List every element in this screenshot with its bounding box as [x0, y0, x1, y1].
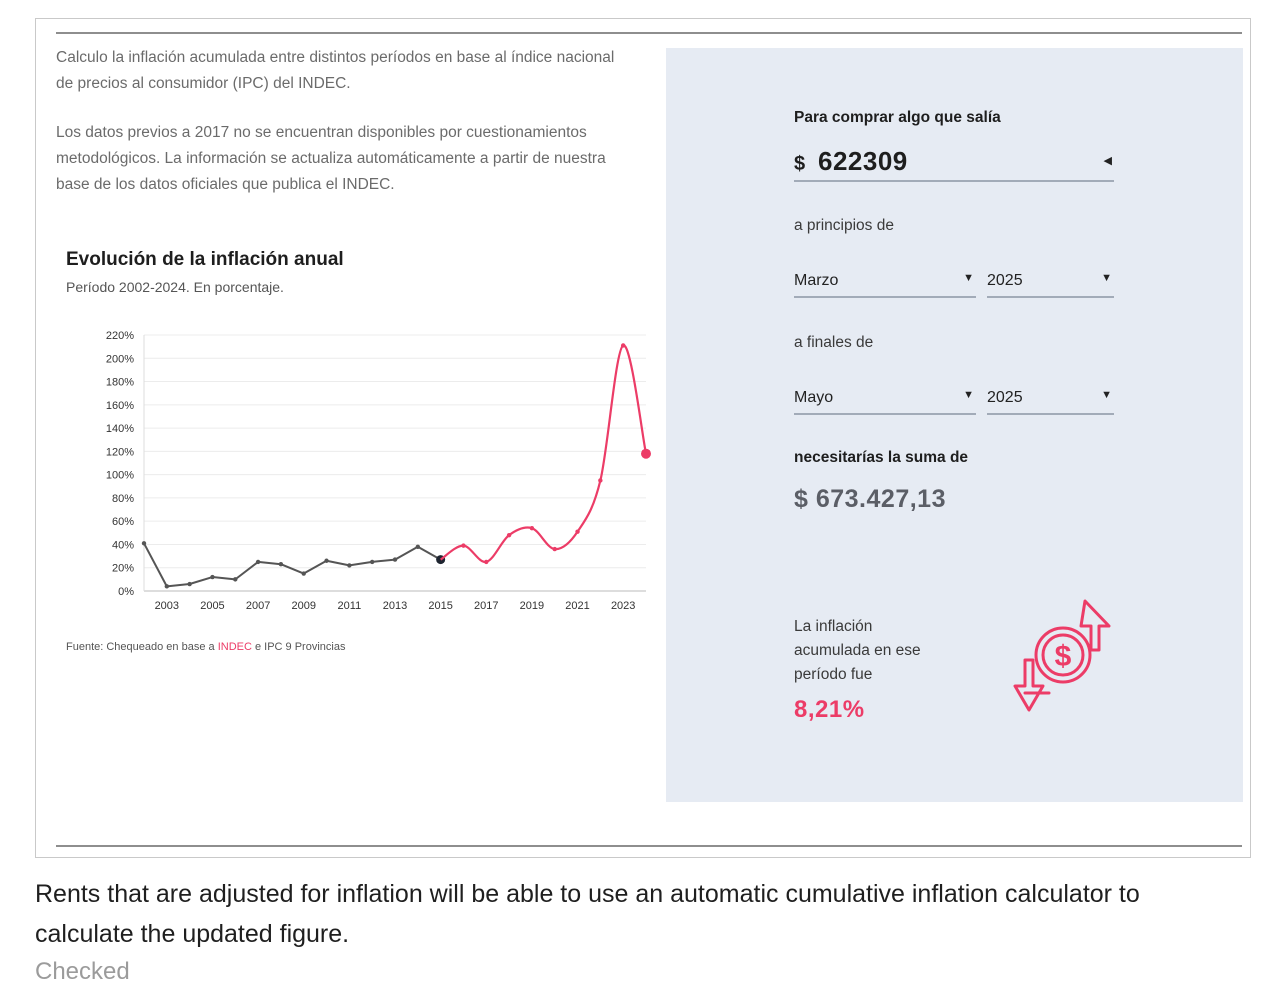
- y-tick-label: 160%: [105, 399, 134, 412]
- label-end: a finales de: [794, 334, 874, 351]
- source-suffix: e IPC 9 Provincias: [251, 641, 346, 653]
- data-point: [165, 584, 169, 588]
- x-tick-label: 2017: [474, 600, 499, 612]
- data-point: [302, 571, 306, 575]
- x-tick-label: 2011: [337, 600, 362, 612]
- data-point: [461, 543, 465, 547]
- chevron-down-icon: ▼: [963, 389, 974, 401]
- y-tick-label: 100%: [105, 469, 134, 482]
- data-point: [553, 547, 557, 551]
- start-month-select[interactable]: [794, 266, 976, 298]
- x-tick-label: 2015: [428, 600, 453, 612]
- y-tick-label: 120%: [105, 446, 134, 459]
- data-point: [210, 575, 214, 579]
- label-need: necesitarías la suma de: [794, 449, 969, 466]
- svg-text:$: $: [1054, 640, 1072, 673]
- source-link-indec[interactable]: INDEC: [217, 641, 252, 653]
- y-tick-label: 40%: [111, 539, 134, 552]
- inflation-label: La inflación acumulada en ese período fue: [794, 618, 921, 683]
- label-buy: Para comprar algo que salía: [794, 109, 1001, 126]
- chart-title: Evolución de la inflación anual: [66, 249, 344, 270]
- top-divider: [56, 32, 1242, 34]
- embed-frame: [35, 18, 1251, 858]
- series-line: [144, 543, 441, 586]
- y-tick-label: 220%: [105, 330, 134, 342]
- x-tick-label: 2005: [200, 600, 225, 612]
- x-tick-label: 2009: [291, 600, 316, 612]
- stepper-arrow-icon[interactable]: ◀: [1103, 155, 1112, 167]
- x-tick-label: 2013: [382, 600, 408, 612]
- end-year-select[interactable]: [987, 383, 1114, 415]
- y-tick-label: 180%: [105, 376, 134, 389]
- data-point: [233, 577, 237, 581]
- y-tick-label: 200%: [105, 353, 134, 366]
- chart-canvas: [56, 247, 636, 637]
- end-month-select[interactable]: [794, 383, 976, 415]
- image-credit: Checked: [35, 958, 130, 985]
- amount-input[interactable]: [794, 146, 1114, 182]
- chevron-down-icon: ▼: [1101, 389, 1112, 401]
- label-start: a principios de: [794, 217, 894, 234]
- inflation-value: 8,21%: [794, 696, 865, 723]
- start-year-select[interactable]: [987, 266, 1114, 298]
- data-point: [484, 560, 488, 564]
- y-tick-label: 80%: [111, 492, 134, 505]
- end-month-value: Mayo: [794, 389, 834, 406]
- chart-source: [66, 641, 345, 653]
- image-caption: Rents that are adjusted for inflation will be able to use an automatic cumulative inflation calculator to calculate the updated figure.: [35, 880, 1140, 948]
- money-exchange-icon: [1011, 598, 1116, 723]
- intro-paragraph-1: Calculo la inflación acumulada entre distintos períodos en base al índice nacional de precios al consumidor (IPC) del INDEC.: [56, 49, 615, 92]
- y-tick-label: 140%: [105, 423, 134, 436]
- data-point: [530, 526, 534, 530]
- start-year-value: 2025: [987, 272, 1023, 289]
- x-tick-label: 2007: [245, 600, 271, 612]
- data-point: [279, 562, 283, 566]
- x-tick-label: 2003: [154, 600, 180, 612]
- data-point: [393, 557, 397, 561]
- data-point: [507, 533, 511, 537]
- data-point: [370, 560, 374, 564]
- chevron-down-icon: ▼: [1101, 272, 1112, 284]
- data-point-highlight: [641, 449, 651, 459]
- data-point: [256, 560, 260, 564]
- y-tick-label: 0%: [118, 586, 134, 598]
- amount-value[interactable]: 622309: [818, 146, 908, 176]
- data-point: [621, 343, 625, 347]
- start-month-value: Marzo: [794, 272, 839, 289]
- chart-subtitle: Período 2002-2024. En porcentaje.: [66, 279, 284, 295]
- data-point: [142, 541, 146, 545]
- currency-symbol: $: [794, 153, 806, 175]
- data-point: [598, 478, 602, 482]
- x-tick-label: 2019: [519, 600, 545, 612]
- result-amount: $ 673.427,13: [794, 485, 946, 513]
- y-tick-label: 20%: [111, 562, 134, 575]
- x-tick-label: 2023: [610, 600, 636, 612]
- data-point: [575, 529, 579, 533]
- inflation-calculator: [666, 48, 1243, 802]
- intro-paragraph-2: Los datos previos a 2017 no se encuentran disponibles por cuestionamientos metodológicos. La información se actualiza automáticamente a partir de nuestra base de los datos oficiales que publica el INDEC.: [56, 124, 606, 193]
- data-point: [416, 545, 420, 549]
- source-prefix: Fuente: Chequeado en base a: [66, 641, 218, 653]
- chevron-down-icon: ▼: [963, 272, 974, 284]
- data-point: [347, 563, 351, 567]
- end-year-value: 2025: [987, 389, 1023, 406]
- series-line: [441, 345, 646, 562]
- data-point: [324, 559, 328, 563]
- y-tick-label: 60%: [111, 516, 134, 529]
- bottom-divider: [56, 845, 1242, 847]
- data-point: [187, 582, 191, 586]
- x-tick-label: 2021: [565, 600, 590, 612]
